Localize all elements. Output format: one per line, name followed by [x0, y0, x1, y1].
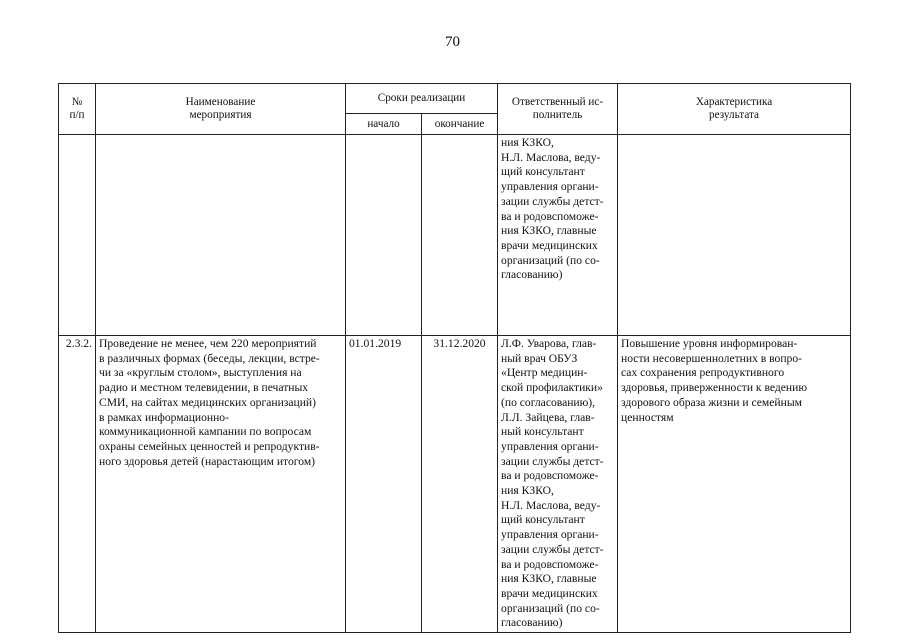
- header-num: № п/п: [59, 84, 96, 135]
- header-end: окончание: [422, 114, 498, 135]
- cell-name: [96, 135, 346, 336]
- cell-start: 01.01.2019: [346, 336, 422, 633]
- activities-table: [58, 83, 851, 633]
- cell-name: Проведение не менее, чем 220 мероприятий в различных формах (беседы, лекции, встре- чи за «круглым столом», выступления на радио и местном телевидении, в печатных СМИ, на сайтах медицинских организаций) в рамках информационно- коммуникационной кампании по вопросам охраны семейных ценностей и репродуктив- ного здоровья детей (нарастающим итогом): [96, 336, 346, 633]
- cell-result: Повышение уровня информирован- ности несовершеннолетних в вопро- сах сохранения репродуктивного здоровья, приверженности к ведению здорового образа жизни и семейным ценностям: [618, 336, 851, 633]
- header-responsible: Ответственный ис- полнитель: [498, 84, 618, 135]
- header-result: Характеристика результата: [618, 84, 851, 135]
- header-name: Наименование мероприятия: [96, 84, 346, 135]
- cell-num: [59, 135, 96, 336]
- table-row: [59, 336, 851, 633]
- header-start: начало: [346, 114, 422, 135]
- cell-end: [422, 135, 498, 336]
- table-row-continuation: [59, 135, 851, 336]
- cell-responsible: ния КЗКО, Н.Л. Маслова, веду- щий консультант управления органи- зации службы детст- ва и родовспоможе- ния КЗКО, главные врачи медицинских организаций (по со- гласованию): [498, 135, 618, 336]
- cell-responsible: Л.Ф. Уварова, глав- ный врач ОБУЗ «Центр медицин- ской профилактики» (по согласованию), Л.Л. Зайцева, глав- ный консультант управления органи- зации службы детст- ва и родовспоможе- ния КЗКО, Н.Л. Маслова, веду- щий консультант управления органи- зации службы детст- ва и родовспоможе- ния КЗКО, главные врачи медицинских организаций (по со- гласованию): [498, 336, 618, 633]
- header-deadlines: Сроки реализации: [346, 84, 498, 114]
- cell-result: [618, 135, 851, 336]
- cell-end: 31.12.2020: [422, 336, 498, 633]
- page-number: 70: [445, 34, 460, 50]
- cell-start: [346, 135, 422, 336]
- cell-num: 2.3.2.: [59, 336, 96, 633]
